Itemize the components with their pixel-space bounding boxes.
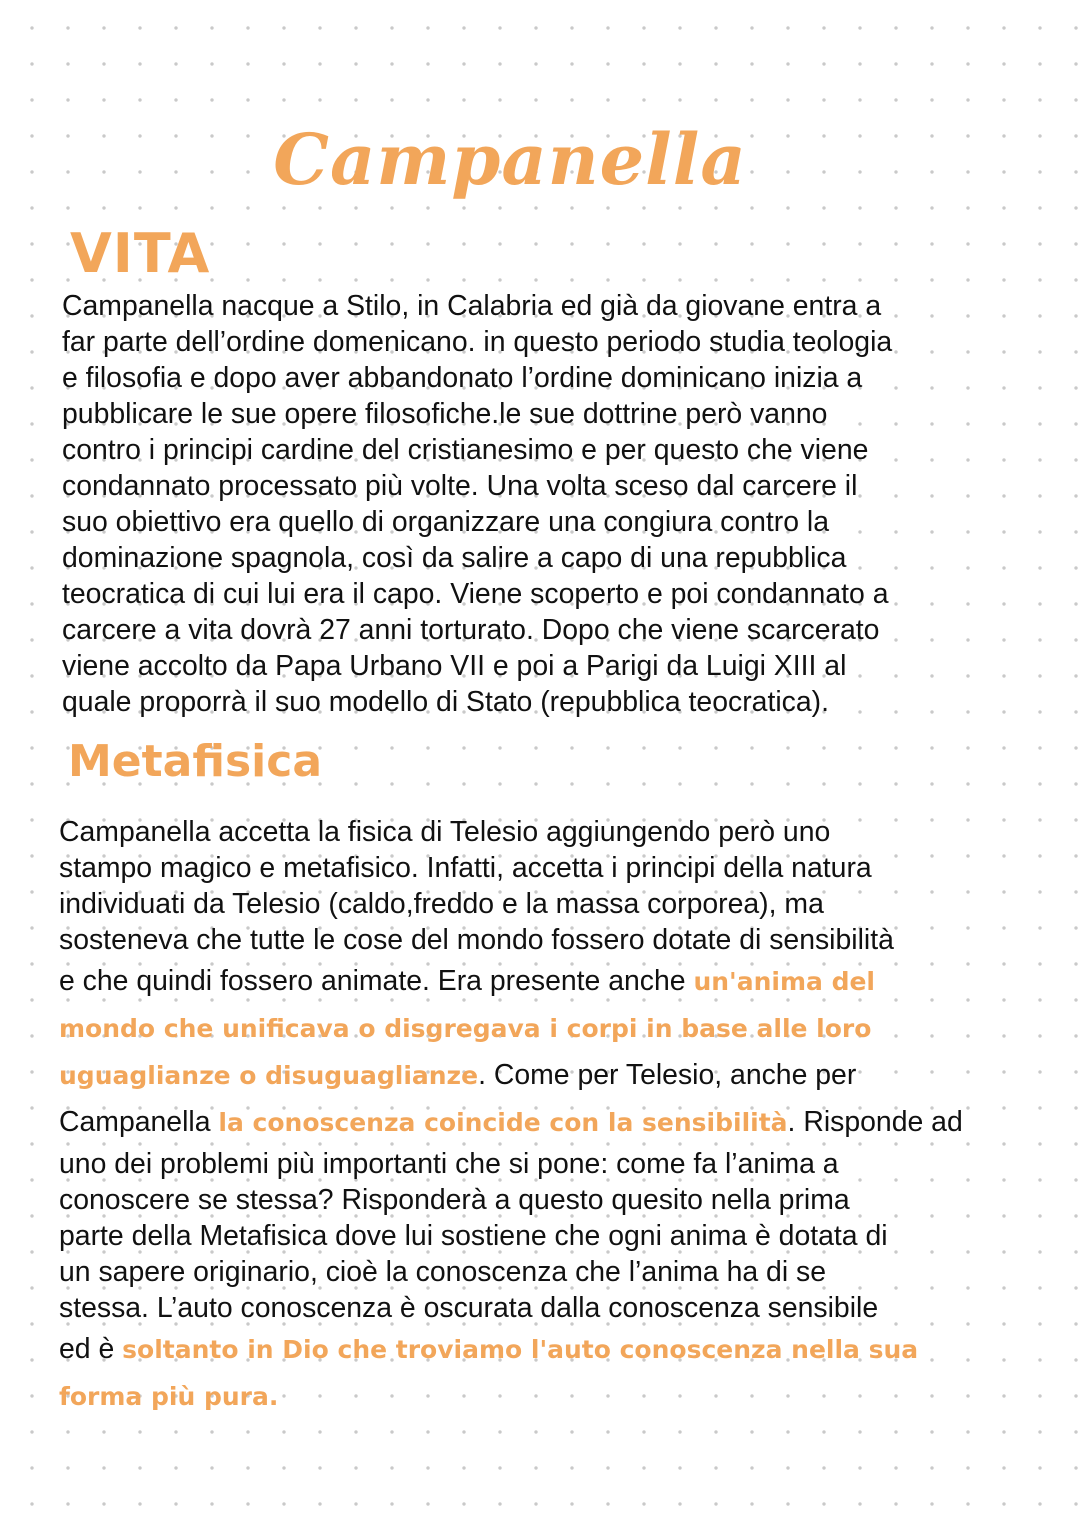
text-line: individuati da Telesio (caldo,freddo e la massa corporea), ma — [59, 888, 824, 920]
text-line — [59, 958, 963, 1005]
text-line: far parte dell’ordine domenicano. in questo periodo studia teologia — [62, 326, 893, 358]
text-line: carcere a vita dovrà 27 anni torturato. Dopo che viene scarcerato — [62, 614, 880, 646]
text-line: suo obiettivo era quello di organizzare una congiura contro la — [62, 506, 830, 538]
section-heading-vita: VITA — [70, 222, 211, 285]
text-line: quale proporrà il suo modello di Stato (repubblica teocratica). — [62, 686, 829, 718]
highlighted-text: uguaglianze o disuguaglianze — [59, 1061, 479, 1090]
text-segment: Campanella — [59, 1106, 219, 1138]
text-line: e filosofia e dopo aver abbandonato l’ordine dominicano inizia a — [62, 362, 863, 394]
text-line — [59, 1099, 963, 1146]
text-segment: ed è — [59, 1333, 123, 1365]
text-line: pubblicare le sue opere filosofiche.le sue dottrine però vanno — [62, 398, 828, 430]
highlighted-text: mondo che unificava o disgregava i corpi in base alle loro — [59, 1014, 872, 1043]
text-line: dominazione spagnola, così da salire a capo di una repubblica — [62, 542, 847, 574]
text-line: parte della Metafisica dove lui sostiene che ogni anima è dotata di — [59, 1220, 888, 1252]
text-line — [59, 1052, 963, 1099]
text-segment: . Risponde ad — [787, 1106, 963, 1138]
text-segment: . Come per Telesio, anche per — [478, 1059, 857, 1091]
text-line: uno dei problemi più importanti che si pone: come fa l’anima a — [59, 1148, 839, 1180]
section-heading-metafisica: Metafisica — [68, 736, 323, 787]
text-line: Campanella accetta la fisica di Telesio aggiungendo però uno — [59, 816, 831, 848]
highlighted-text: un'anima del — [693, 967, 875, 996]
text-line: conoscere se stessa? Risponderà a questo quesito nella prima — [59, 1184, 850, 1216]
text-line: stampo magico e metafisico. Infatti, accetta i principi della natura — [59, 852, 872, 884]
text-line: viene accolto da Papa Urbano VII e poi a Parigi da Luigi XIII al — [62, 650, 847, 682]
text-line: un sapere originario, cioè la conoscenza che l’anima ha di se — [59, 1256, 827, 1288]
text-line — [59, 1373, 963, 1420]
highlighted-text: forma più pura. — [59, 1382, 279, 1411]
page-title: Campanella — [273, 118, 747, 201]
text-segment: e che quindi fossero animate. Era presente anche — [59, 965, 694, 997]
text-line: teocratica di cui lui era il capo. Viene scoperto e poi condannato a — [62, 578, 889, 610]
text-line: Campanella nacque a Stilo, in Calabria ed già da giovane entra a — [62, 290, 882, 322]
text-line: contro i principi cardine del cristianesimo e per questo che viene — [62, 434, 869, 466]
text-line — [59, 1005, 963, 1052]
vita-paragraph — [62, 288, 892, 720]
text-line — [59, 1326, 963, 1373]
metafisica-paragraph — [59, 814, 963, 1420]
highlighted-text: soltanto in Dio che troviamo l'auto conoscenza nella sua — [122, 1335, 919, 1364]
text-line: condannato processato più volte. Una volta sceso dal carcere il — [62, 470, 858, 502]
text-line: sosteneva che tutte le cose del mondo fossero dotate di sensibilità — [59, 924, 894, 956]
text-line: stessa. L’auto conoscenza è oscurata dalla conoscenza sensibile — [59, 1292, 879, 1324]
highlighted-text: la conoscenza coincide con la sensibilità — [218, 1108, 788, 1137]
